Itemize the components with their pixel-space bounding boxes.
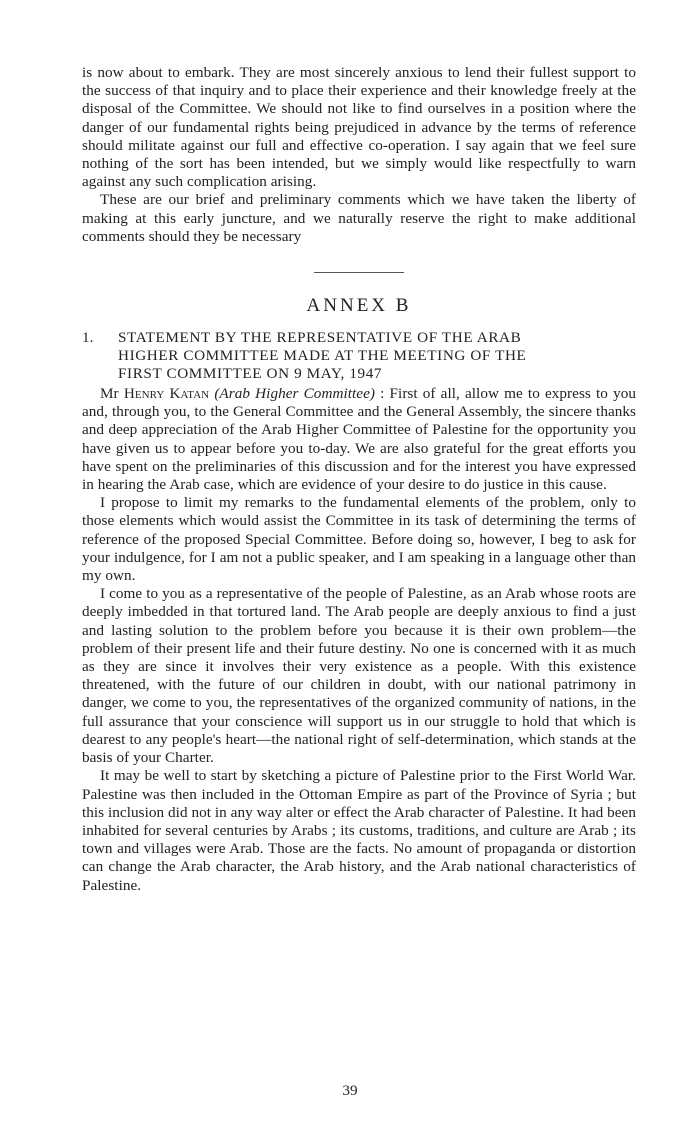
section-heading-line-3: FIRST COMMITTEE ON 9 MAY, 1947	[118, 365, 383, 383]
speaker-prefix: Mr	[100, 385, 124, 403]
section-number: 1.	[82, 329, 94, 347]
statement-paragraph-3: I come to you as a representative of the people of Palestine, as an Arab whose roots are deeply imbedded in that tortured land. The Arab people are deeply anxious to find a just and lasting solution to the problem before you because it is their own problem—the problem of their present life and their future destiny. No one is concerned with it as much as they are since it involves their very existence as a people. With this existence threatened, with the future of our children in doubt, with our national patrimony in danger, we come to you, the representatives of the organized community of nations, in the full assurance that your conscience will support us in our struggle to hold that which is dearest to any people's heart—the national right of self-determination, which stands at the basis of your Charter.	[82, 585, 636, 767]
statement-paragraph-1	[82, 385, 636, 494]
section-heading-line-1: STATEMENT BY THE REPRESENTATIVE OF THE ARAB	[118, 329, 522, 347]
annex-section-heading	[82, 329, 636, 383]
page-number: 39	[342, 1082, 358, 1099]
speaker-name: Henry Katan	[123, 385, 210, 403]
speaker-affiliation: (Arab Higher Committee)	[214, 385, 375, 403]
intro-paragraph-2: These are our brief and preliminary comments which we have taken the liberty of making at this early juncture, and we naturally reserve the right to make additional comments should they be necessary	[82, 191, 636, 245]
annex-title: ANNEX B	[306, 295, 412, 317]
statement-paragraph-2: I propose to limit my remarks to the fundamental elements of the problem, only to those elements which would assist the Committee in its task of determining the terms of reference of the proposed Special Committee. Before doing so, however, I beg to ask for your indulgence, for I am not a public speaker, and I am speaking in a language other than my own.	[82, 494, 636, 585]
intro-paragraph-1: is now about to embark. They are most sincerely anxious to lend their fullest support to the success of that inquiry and to place their experience and their knowledge freely at the disposal of the Committee. We should not like to find ourselves in a position where the danger of our fundamental rights being prejudiced in advance by the terms of reference should militate against our full and effective co-operation. I say again that we feel sure nothing of the sort has been intended, but we simply would like respectfully to warn against any such complication arising.	[82, 64, 636, 191]
statement-paragraph-1-text: First of all, allow me to express to you and, through you, to the General Committee and the General Assembly, the sincere thanks and deep appreciation of the Arab Higher Committee of Palestine for the opportunity you have given us to appear before you to-day. We are also grateful for the great efforts you have spent on the preliminaries of this discussion and for the interest you have expressed in hearing the Arab case, which are evidence of your desire to do justice in this cause.	[82, 385, 637, 494]
speaker-colon: :	[374, 385, 390, 403]
section-divider-rule	[314, 272, 404, 273]
page-body	[82, 64, 636, 895]
statement-paragraph-4: It may be well to start by sketching a picture of Palestine prior to the First World War. Palestine was then included in the Ottoman Empire as part of the Province of Syria ; but this inclusion did not in any way alter or effect the Arab character of Palestine. It had been inhabited for several centuries by Arabs ; its customs, traditions, and culture are Arab ; its town and villages were Arab. Those are the facts. No amount of propaganda or distortion can change the Arab character, the Arab history, and the Arab national characteristics of Palestine.	[82, 767, 636, 894]
section-heading-line-2: HIGHER COMMITTEE MADE AT THE MEETING OF THE	[118, 347, 527, 365]
